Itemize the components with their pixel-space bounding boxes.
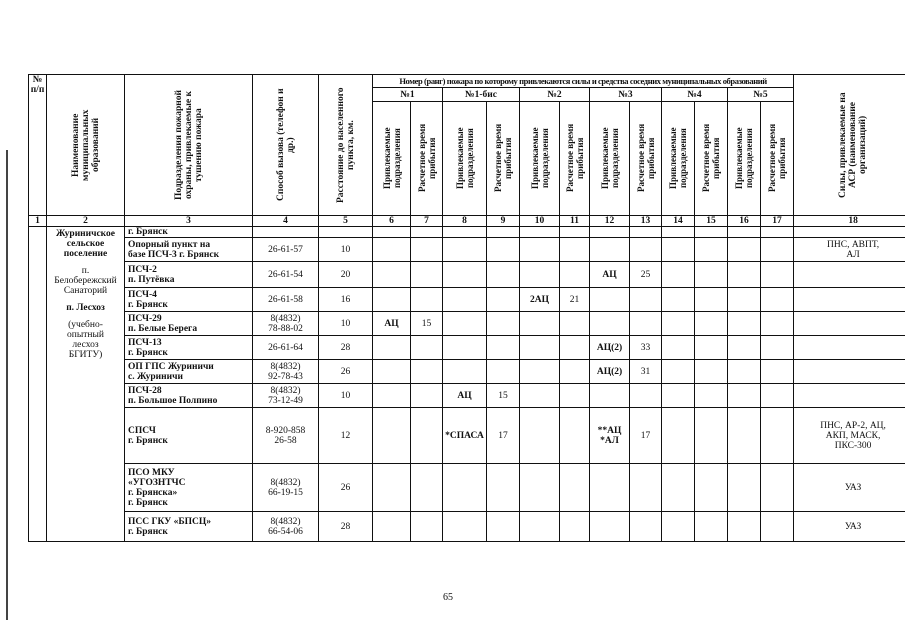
header-rank-group: Номер (ранг) пожара по которому привлекаются силы и средства соседних муниципальных образований [399, 76, 767, 87]
unit-location-bryansk: г. Брянск [128, 227, 168, 237]
unit-name-line: ОП ГПС Журиничи [128, 361, 214, 372]
column-number: 14 [673, 216, 683, 226]
column-number: 17 [772, 216, 782, 226]
call-method-line: 78-88-02 [268, 323, 303, 334]
settlement-sanatoriy-line: п. [81, 266, 90, 276]
unit-name-line: Опорный пункт на [128, 239, 211, 250]
rank3-time: 25 [640, 269, 651, 280]
unit-name-line: г. Брянск [128, 497, 168, 508]
column-number: 8 [462, 216, 467, 226]
table-row [29, 336, 905, 360]
column-number: 5 [343, 216, 348, 226]
sub-header-units-r4: Привлекаемые подразделения [668, 127, 688, 190]
unit-name-line: п. Большое Полпино [128, 395, 218, 406]
unit-name-line: ПСО МКУ [128, 467, 175, 478]
settlement-sanatoriy-line: Белобережский [54, 276, 117, 286]
page-edge-mark [6, 150, 8, 620]
asr-forces-line: УАЗ [844, 482, 862, 493]
fire-forces-table [28, 74, 905, 542]
header-units: Подразделения пожарной охраны, привлекаемые к тушению пожара [173, 90, 204, 200]
unit-name-line: ПСЧ-13 [128, 337, 162, 348]
table-row [29, 512, 905, 542]
settlement-leskhoz-note-line: (учебно- [68, 320, 103, 330]
asr-forces-line: ПКС-300 [834, 440, 872, 451]
column-number: 3 [186, 216, 191, 226]
rank3-units-line: АЦ(2) [596, 342, 623, 353]
unit-name-line: г. Брянск [128, 435, 168, 446]
asr-forces-line: АКП, МАСК, [825, 430, 881, 441]
distance-km: 28 [340, 521, 351, 532]
settlement-sanatoriy-line: Санаторий [63, 286, 108, 296]
rank3-time: 33 [640, 342, 651, 353]
column-number: 4 [283, 216, 288, 226]
column-number: 2 [83, 216, 88, 226]
unit-name-line: г. Брянска» [128, 487, 178, 498]
call-method-line: 26-61-64 [268, 342, 303, 353]
settlement-leskhoz-note-line: лесхоз [72, 340, 99, 350]
rank2-time: 21 [569, 294, 580, 305]
unit-name-line: ПСЧ-4 [128, 289, 157, 300]
unit-name-line: ПСЧ-2 [128, 264, 157, 275]
column-number: 11 [570, 216, 579, 226]
table-row [29, 408, 905, 464]
header-municipality: Наименование муниципальных образований [70, 109, 101, 181]
column-number: 9 [500, 216, 506, 226]
call-method-line: 8(4832) [270, 516, 301, 527]
sub-header-units-r3: Привлекаемые подразделения [599, 127, 620, 190]
distance-km: 26 [340, 482, 351, 493]
call-method-line: 66-19-15 [268, 487, 303, 498]
call-method-line: 8(4832) [270, 361, 301, 372]
column-number: 6 [389, 216, 394, 226]
asr-forces-line: ПНС, АВПТ, [827, 239, 880, 250]
rank2-units: 2АЦ [530, 294, 549, 305]
distance-km: 16 [340, 294, 351, 305]
table-row [29, 384, 905, 408]
table-row [29, 360, 905, 384]
rank1bis-time: 15 [498, 390, 508, 401]
asr-forces-line: АЛ [846, 249, 860, 260]
sub-header-units-r5: Привлекаемые подразделения [734, 127, 754, 190]
rank1-units: АЦ [384, 318, 399, 329]
unit-name-line: СПСЧ [128, 425, 156, 436]
table-row [29, 262, 905, 288]
sub-header-time-r2: Расчетное время прибытия [564, 124, 585, 193]
settlement-leskhoz: п. Лесхоз [66, 303, 105, 313]
unit-name-line: г. Брянск [128, 526, 168, 537]
rank3-units-line: *АЛ [600, 435, 619, 446]
header-distance: Расстояние до населенного пункта, км. [335, 87, 356, 203]
rank3-units-line: АЦ [602, 269, 617, 280]
distance-km: 10 [340, 390, 351, 401]
call-method-line: 8(4832) [270, 477, 301, 488]
header-col-no: № п/п [30, 75, 45, 95]
column-number: 1 [35, 216, 40, 226]
rank-2: №2 [547, 89, 562, 100]
unit-name-line: «УГОЗНТЧС [128, 477, 186, 488]
rank-4: №4 [687, 89, 702, 100]
sub-header-time-r3: Расчетное время прибытия [635, 124, 656, 193]
call-method-line: 66-54-06 [268, 526, 303, 537]
call-method-line: 26-61-58 [268, 294, 303, 305]
municipality-name-line: Журиничское [55, 229, 115, 239]
settlement-leskhoz-note-line: БГИТУ) [68, 350, 103, 360]
column-number: 12 [604, 216, 615, 226]
unit-name-line: ПСЧ-28 [128, 385, 162, 396]
call-method-line: 26-58 [274, 435, 297, 446]
column-number: 15 [706, 216, 716, 226]
column-number: 13 [640, 216, 651, 226]
unit-name-line: базе ПСЧ-3 г. Брянск [128, 249, 220, 260]
sub-header-units-r0: Привлекаемые подразделения [381, 127, 402, 190]
distance-km: 10 [340, 244, 351, 255]
municipality-name-line: сельское [66, 239, 105, 249]
distance-km: 12 [340, 430, 351, 441]
rank3-time: 31 [640, 366, 651, 377]
call-method-line: 8-920-858 [265, 425, 306, 436]
header-call-method: Способ вызова (телефон и др.) [275, 88, 296, 202]
call-method-line: 8(4832) [270, 313, 301, 324]
rank3-units-line: АЦ(2) [596, 366, 623, 377]
distance-km: 20 [340, 269, 351, 280]
sub-header-time-r1: Расчетное время прибытия [493, 124, 513, 193]
call-method-line: 8(4832) [270, 385, 301, 396]
rank1-time: 15 [421, 318, 432, 329]
rank3-units-line: **АЦ [597, 425, 622, 436]
settlement-leskhoz-note-line: опытный [67, 330, 104, 340]
sub-header-units-r2: Привлекаемые подразделения [529, 127, 550, 190]
table-row [29, 238, 905, 262]
unit-name-line: ПСЧ-29 [128, 313, 162, 324]
call-method-line: 26-61-54 [268, 269, 303, 280]
unit-name-line: г. Брянск [128, 299, 168, 310]
rank-1: №1 [400, 89, 415, 100]
table-row [29, 288, 905, 312]
header-asr-forces: Силы, привлекаемые на АСР (наименование организаций) [838, 92, 869, 198]
table-row [29, 312, 905, 336]
unit-name-line: п. Белые Берега [128, 323, 198, 334]
sub-header-units-r1: Привлекаемые подразделения [454, 127, 475, 190]
rank1bis-units: *СПАСА [445, 430, 484, 441]
sub-header-time-r0: Расчетное время прибытия [416, 124, 437, 193]
distance-km: 28 [340, 342, 351, 353]
municipality-name-line: поселение [63, 249, 108, 259]
column-number: 7 [424, 216, 429, 226]
column-number: 16 [739, 216, 749, 226]
rank-5: №5 [753, 89, 768, 100]
sub-header-time-r4: Расчетное время прибытия [701, 124, 721, 193]
municipality-cell [47, 227, 125, 542]
rank3-time: 17 [640, 430, 651, 441]
distance-km: 10 [340, 318, 351, 329]
call-method-line: 26-61-57 [268, 244, 303, 255]
distance-km: 26 [340, 366, 351, 377]
page-number: 65 [443, 592, 453, 603]
rank1bis-time: 17 [498, 430, 508, 441]
asr-forces-line: ПНС, АР-2, АЦ, [820, 420, 886, 431]
table-row [29, 464, 905, 512]
fire-forces-table-sheet [28, 74, 884, 542]
column-number: 10 [534, 216, 545, 226]
unit-name-line: ПСС ГКУ «БПСЦ» [128, 516, 211, 527]
rank-3: №3 [618, 89, 633, 100]
call-method-line: 73-12-49 [268, 395, 303, 406]
unit-name-line: с. Журиничи [128, 371, 183, 382]
asr-forces-line: УАЗ [844, 521, 862, 532]
unit-name-line: г. Брянск [128, 347, 168, 358]
call-method-line: 92-78-43 [268, 371, 303, 382]
rank1bis-units: АЦ [457, 390, 472, 401]
rank-1bis: №1-бис [465, 89, 497, 100]
sub-header-time-r5: Расчетное время прибытия [767, 124, 788, 193]
unit-name-line: п. Путёвка [128, 274, 175, 285]
column-number: 18 [848, 216, 858, 226]
